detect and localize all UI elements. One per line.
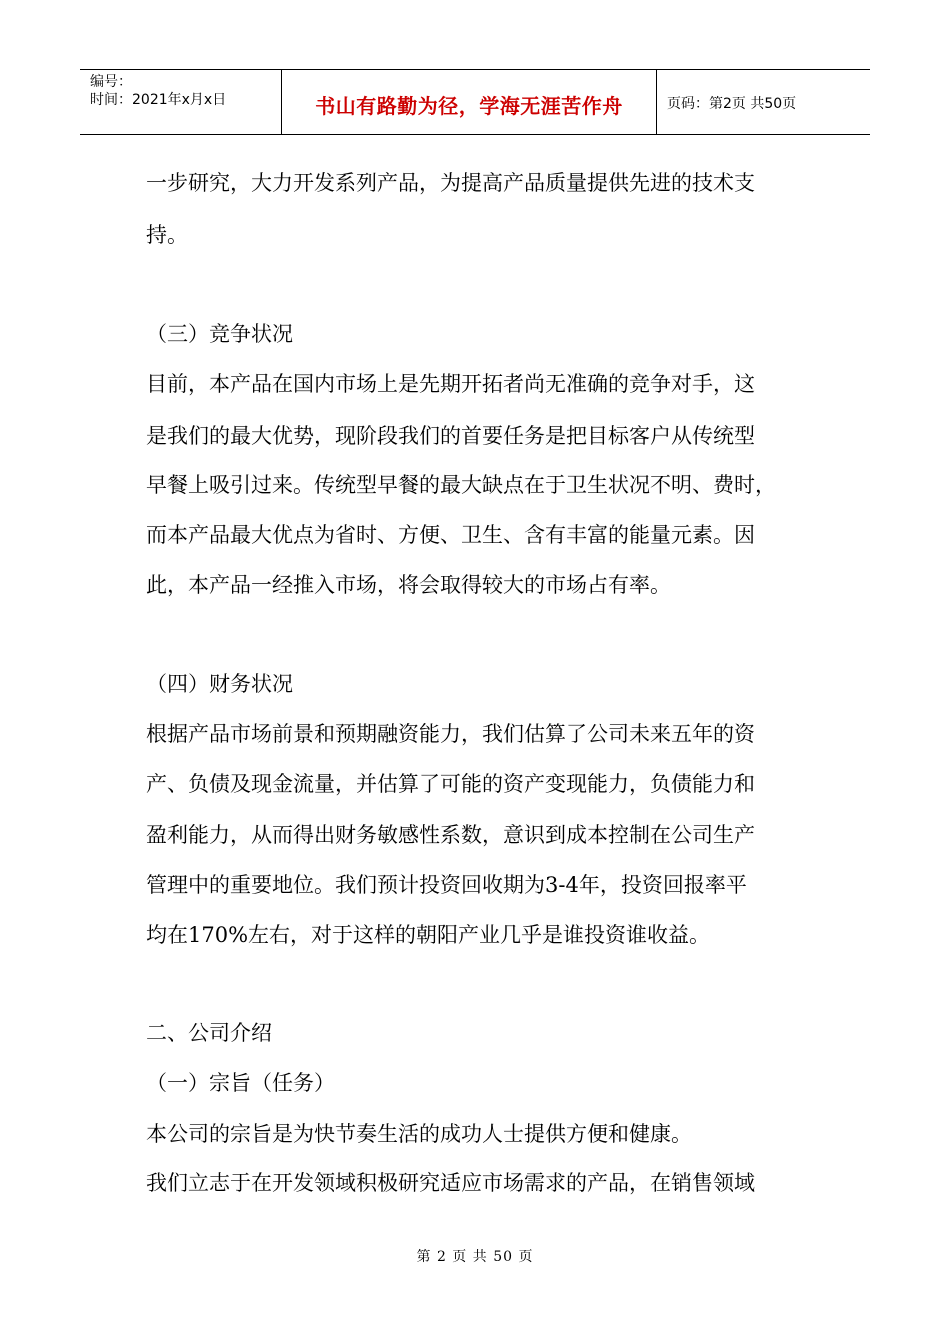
paragraph-line: 此，本产品一经推入市场，将会取得较大的市场占有率。 — [146, 573, 671, 597]
paragraph-line: 我们立志于在开发领域积极研究适应市场需求的产品，在销售领域 — [146, 1171, 755, 1195]
document-date: 时间：2021年x月x日 — [90, 92, 227, 108]
header-page-info: 页码：第2页 共50页 — [667, 96, 797, 112]
paragraph-line: 本公司的宗旨是为快节奏生活的成功人士提供方便和健康。 — [146, 1122, 692, 1146]
header-motto: 书山有路勤为径，学海无涯苦作舟 — [315, 93, 623, 118]
document-number: 编号： — [90, 74, 132, 90]
header-page-cell — [657, 70, 870, 134]
paragraph-line: 盈利能力，从而得出财务敏感性系数，意识到成本控制在公司生产 — [146, 823, 755, 847]
paragraph-line: 一步研究，大力开发系列产品，为提高产品质量提供先进的技术支 — [146, 171, 755, 195]
paragraph-line: 是我们的最大优势，现阶段我们的首要任务是把目标客户从传统型 — [146, 424, 755, 448]
page-footer: 第 2 页 共 50 页 — [416, 1249, 534, 1265]
section-heading-finance: （四）财务状况 — [146, 672, 293, 696]
paragraph-line: 根据产品市场前景和预期融资能力，我们估算了公司未来五年的资 — [146, 722, 755, 746]
paragraph-line: 目前，本产品在国内市场上是先期开拓者尚无准确的竞争对手，这 — [146, 372, 755, 396]
paragraph-line: 持。 — [146, 223, 188, 247]
paragraph-line: 管理中的重要地位。我们预计投资回收期为3-4年，投资回报率平 — [146, 873, 747, 897]
paragraph-line: 而本产品最大优点为省时、方便、卫生、含有丰富的能量元素。因 — [146, 523, 755, 547]
paragraph-line: 产、负债及现金流量，并估算了可能的资产变现能力，负债能力和 — [146, 772, 755, 796]
paragraph-line: 早餐上吸引过来。传统型早餐的最大缺点在于卫生状况不明、费时， — [146, 473, 776, 497]
header-meta — [80, 70, 282, 134]
page-header — [80, 69, 870, 135]
section-heading-competition: （三）竞争状况 — [146, 322, 293, 346]
chapter-heading-company: 二、公司介绍 — [146, 1021, 272, 1045]
section-heading-mission: （一）宗旨（任务） — [146, 1071, 335, 1095]
header-motto-cell — [282, 70, 657, 134]
paragraph-line: 均在170%左右，对于这样的朝阳产业几乎是谁投资谁收益。 — [146, 923, 711, 947]
